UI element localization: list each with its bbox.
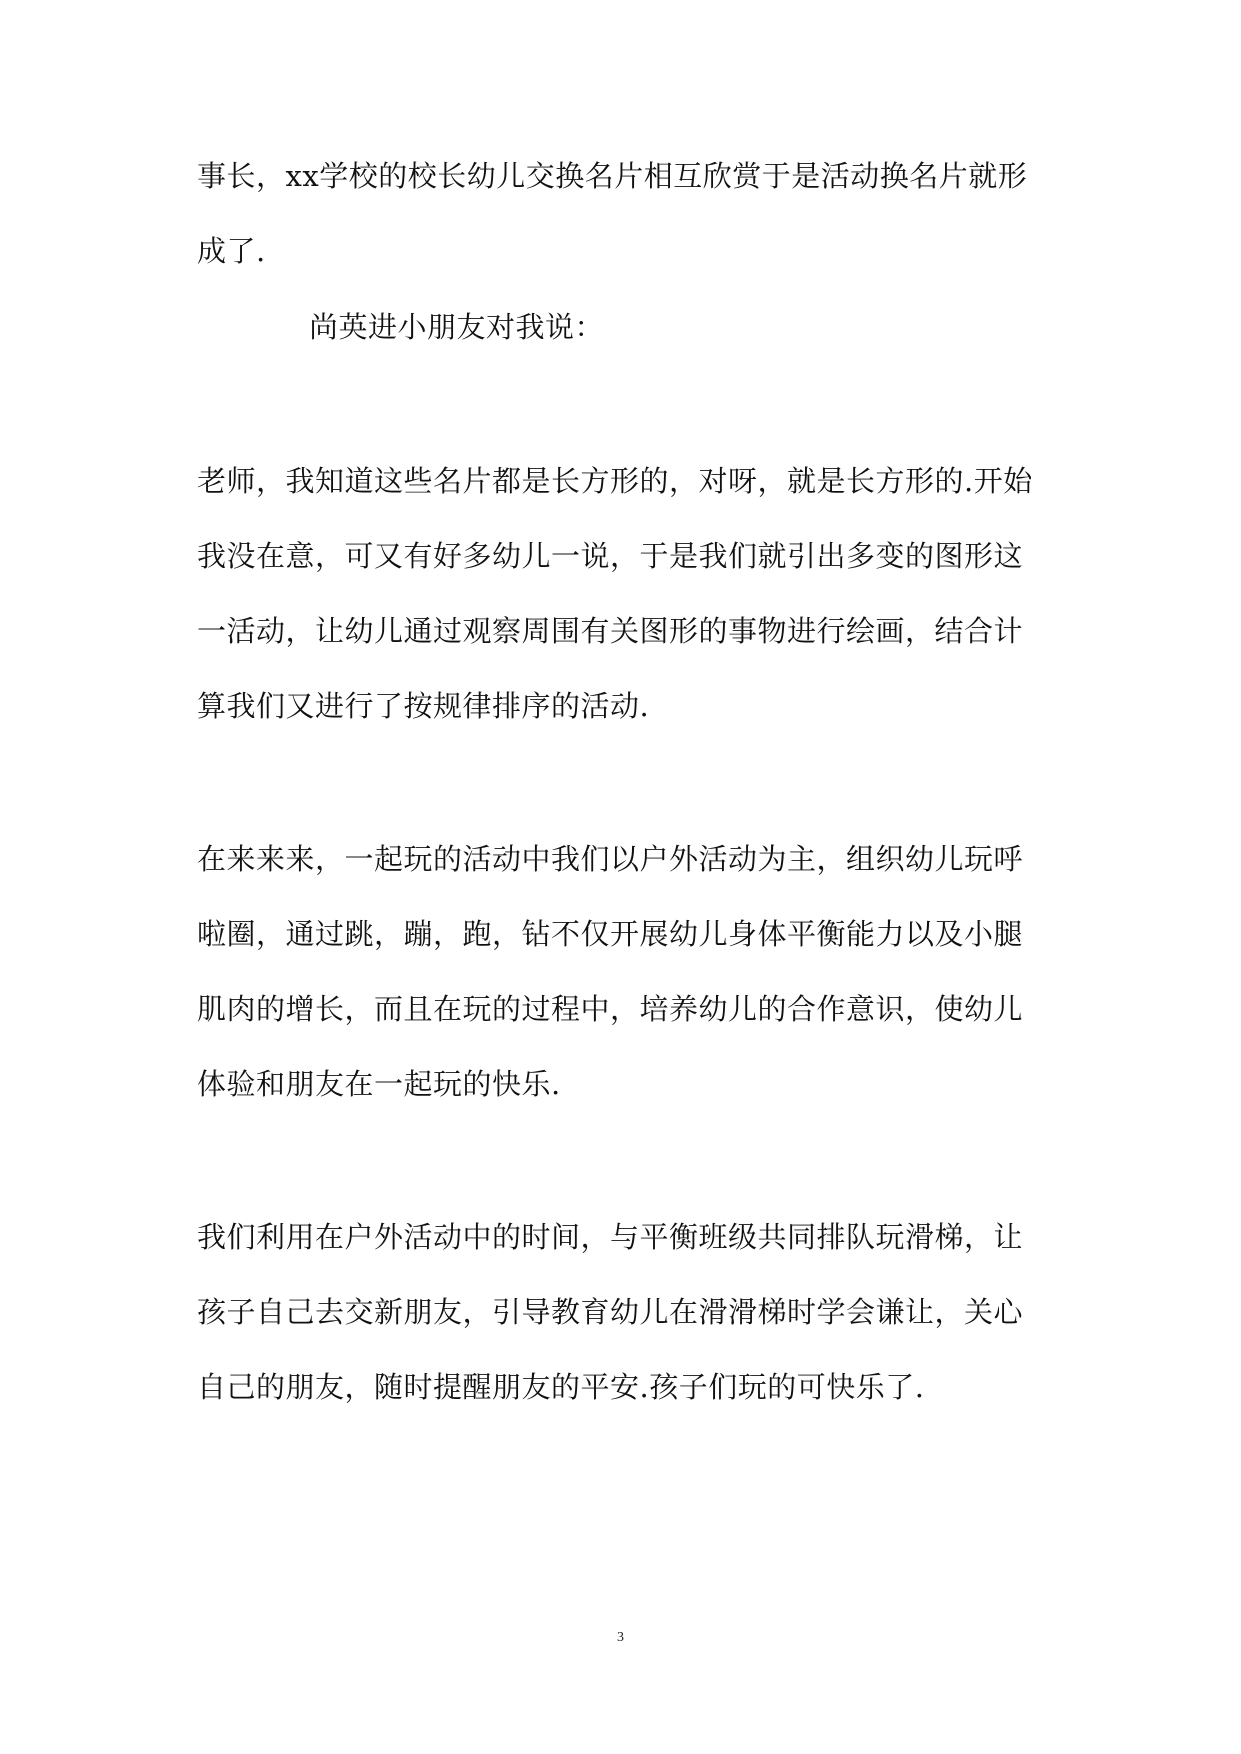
paragraph-teacher-quote: 老师，我知道这些名片都是长方形的，对呀，就是长方形的.开始我没在意，可又有好多幼儿一说，于是我们就引出多变的图形这一活动，让幼儿通过观察周围有关图形的事物进行绘画，结合计算我们又进行了按规律排序的活动. (197, 464, 1033, 723)
paragraph-continuation: 事长，xx学校的校长幼儿交换名片相互欣赏于是活动换名片就形成了. (197, 159, 1028, 268)
paragraph-slide-activity: 我们利用在户外活动中的时间，与平衡班级共同排队玩滑梯，让孩子自己去交新朋友，引导教育幼儿在滑滑梯时学会谦让，关心自己的朋友，随时提醒朋友的平安.孩子们玩的可快乐了. (197, 1220, 1024, 1404)
page-number: 3 (617, 1630, 624, 1645)
paragraph-quote-intro: 尚英进小朋友对我说： (309, 310, 605, 344)
paragraph-outdoor-activity: 在来来来，一起玩的活动中我们以户外活动为主，组织幼儿玩呼啦圈，通过跳，蹦，跑，钻不仅开展幼儿身体平衡能力以及小腿肌肉的增长，而且在玩的过程中，培养幼儿的合作意识，使幼儿体验和朋友在一起玩的快乐. (197, 842, 1024, 1101)
